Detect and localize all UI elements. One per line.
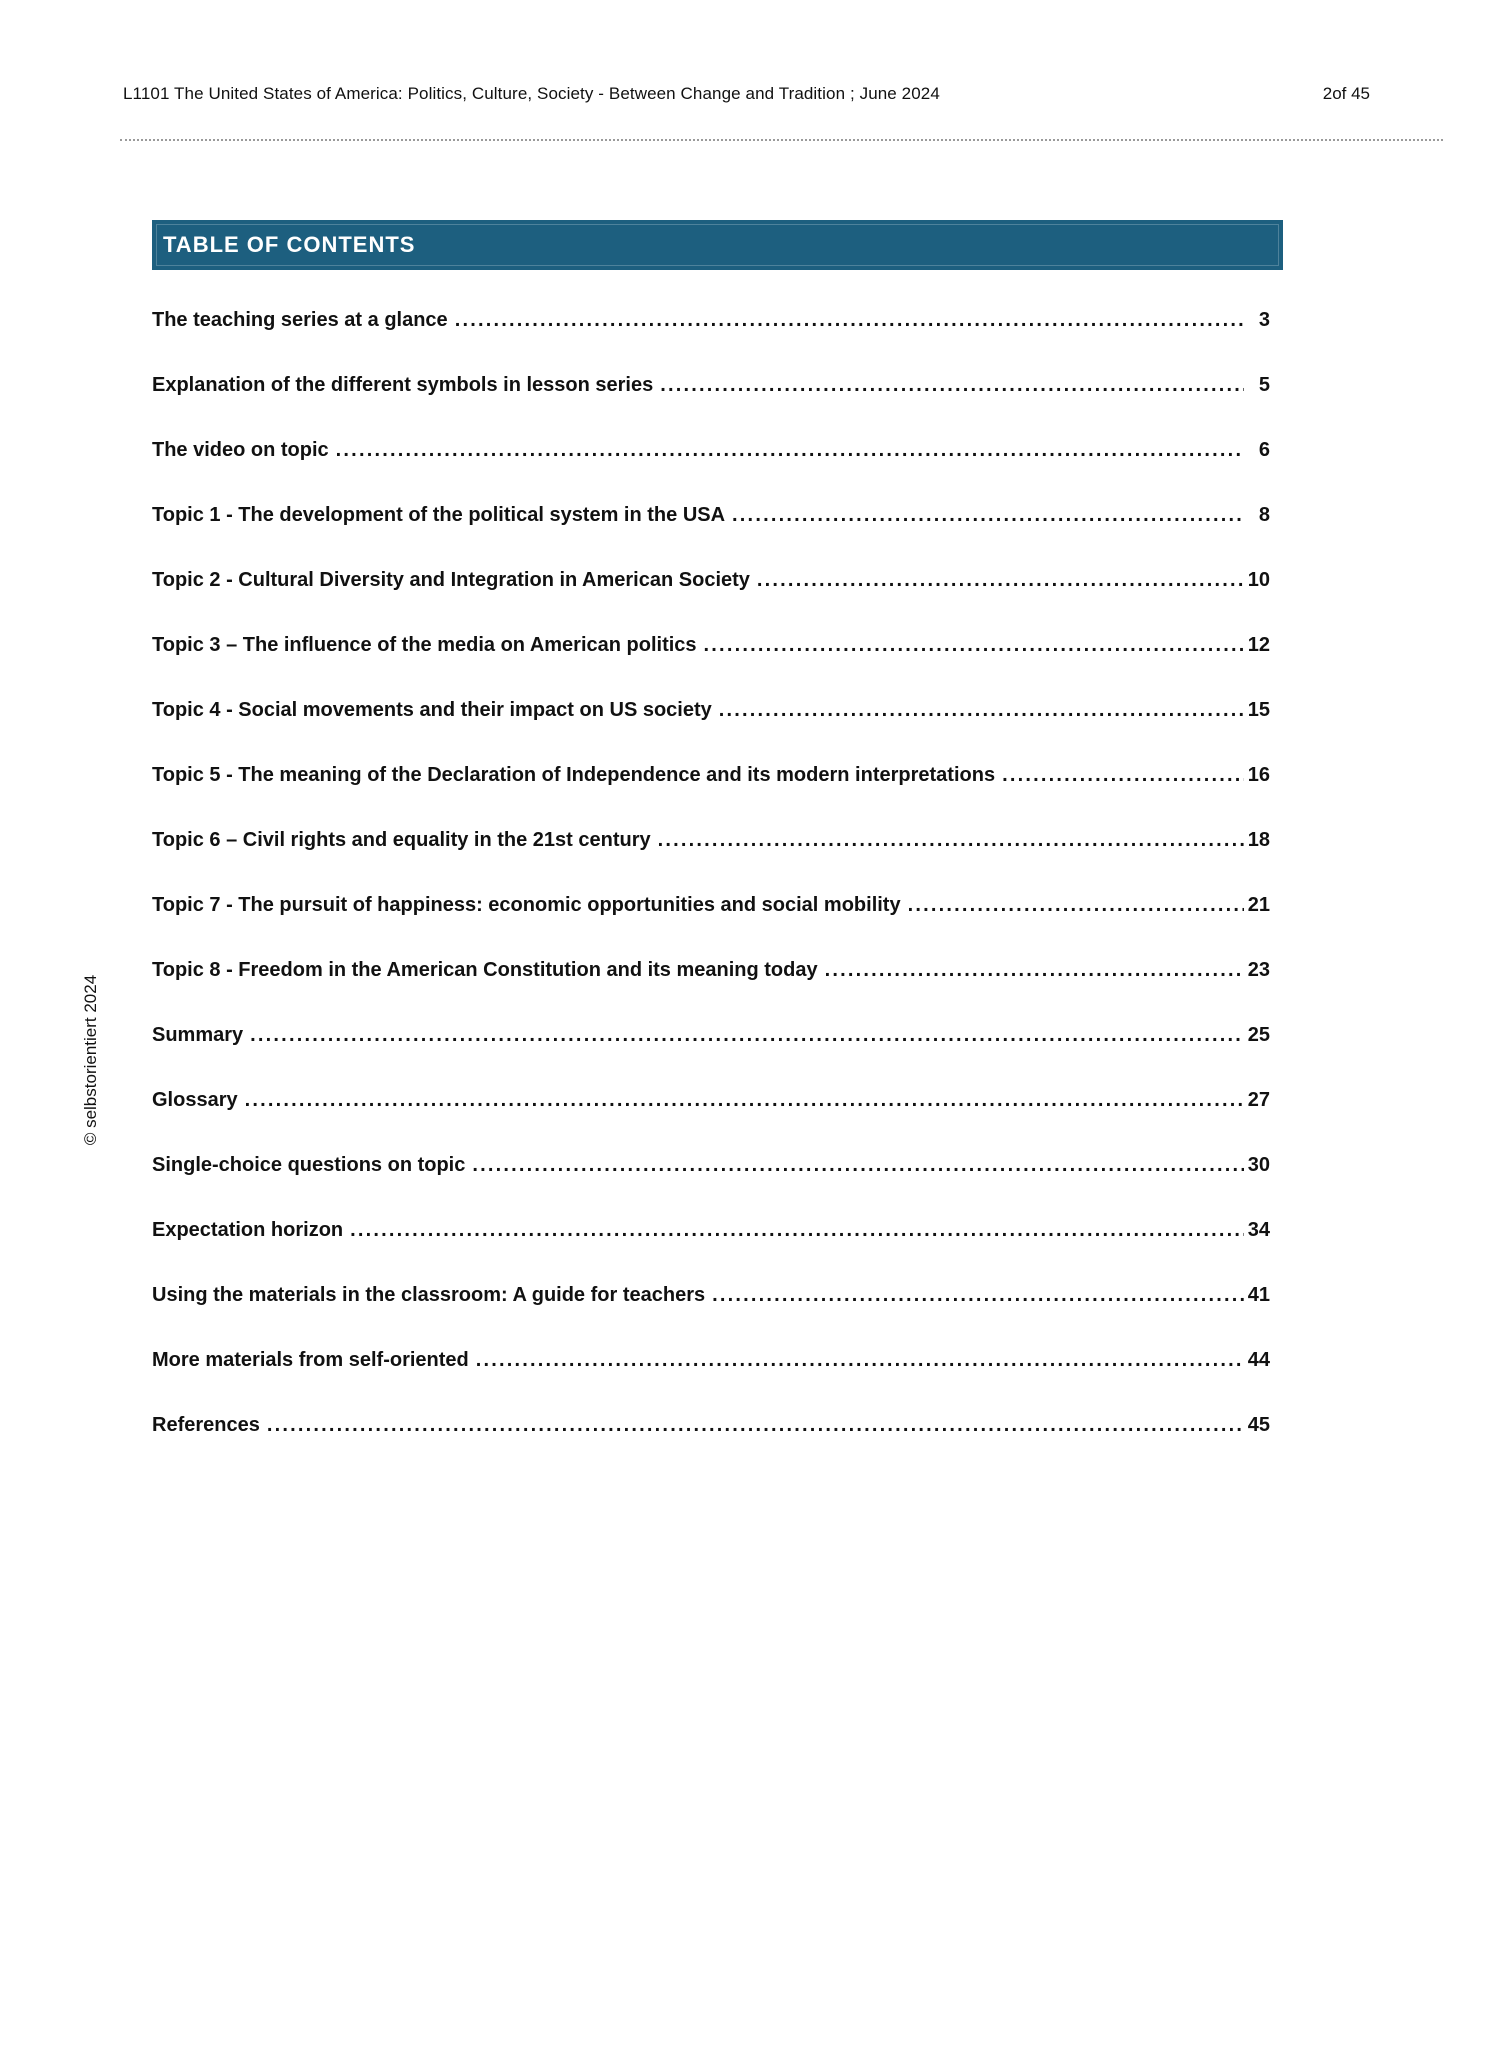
toc-entry-page: 18: [1247, 829, 1270, 851]
toc-title-bar: [152, 220, 1283, 270]
toc-entry-label: Single-choice questions on topic: [152, 1154, 466, 1176]
toc-entry-page: 15: [1247, 699, 1270, 721]
toc-entry-label: Topic 1 - The development of the political system in the USA: [152, 504, 726, 526]
toc-entry-page: 25: [1247, 1024, 1270, 1046]
toc-dot-leader: [350, 1215, 1244, 1245]
table-of-contents: [152, 220, 1283, 1475]
toc-dot-leader: [658, 825, 1244, 855]
toc-entry-more-materials[interactable]: [152, 1345, 1270, 1375]
toc-entry-references[interactable]: [152, 1410, 1270, 1440]
toc-entry-page: 8: [1258, 504, 1270, 526]
toc-entry-label: Topic 3 – The influence of the media on American politics: [152, 634, 697, 656]
toc-entry-label: Glossary: [152, 1089, 238, 1111]
toc-dot-leader: [245, 1085, 1244, 1115]
toc-entry-page: 10: [1247, 569, 1270, 591]
toc-entry-label: The video on topic: [152, 439, 329, 461]
toc-entry-topic-8[interactable]: [152, 955, 1270, 985]
toc-entry-page: 45: [1247, 1414, 1270, 1436]
toc-dot-leader: [704, 630, 1244, 660]
toc-entry-page: 44: [1247, 1349, 1270, 1371]
toc-entry-topic-4[interactable]: [152, 695, 1270, 725]
toc-dot-leader: [476, 1345, 1244, 1375]
toc-entry-video-on-topic[interactable]: [152, 435, 1270, 465]
toc-entry-label: More materials from self-oriented: [152, 1349, 469, 1371]
toc-dot-leader: [455, 305, 1244, 335]
toc-entry-label: Topic 4 - Social movements and their impact on US society: [152, 699, 712, 721]
toc-dot-leader: [757, 565, 1244, 595]
toc-list: [152, 305, 1283, 1440]
toc-entry-label: References: [152, 1414, 260, 1436]
toc-entry-symbols-explanation[interactable]: [152, 370, 1270, 400]
toc-dot-leader: [660, 370, 1244, 400]
toc-entry-expectation-horizon[interactable]: [152, 1215, 1270, 1245]
toc-dot-leader: [336, 435, 1244, 465]
toc-entry-topic-6[interactable]: [152, 825, 1270, 855]
copyright-vertical-text: © selbstorientiert 2024: [81, 974, 100, 1146]
toc-entry-page: 23: [1247, 959, 1270, 981]
toc-entry-summary[interactable]: [152, 1020, 1270, 1050]
header-page-indicator: 2of 45: [1322, 84, 1370, 103]
toc-dot-leader: [712, 1280, 1244, 1310]
toc-entry-page: 41: [1247, 1284, 1270, 1306]
toc-entry-label: Topic 5 - The meaning of the Declaration of Independence and its modern interpretations: [152, 764, 996, 786]
toc-dot-leader: [732, 500, 1244, 530]
toc-dot-leader: [267, 1410, 1244, 1440]
toc-entry-label: The teaching series at a glance: [152, 309, 448, 331]
header-course-title: L1101 The United States of America: Politics, Culture, Society - Between Change and Tradition ; June 2024: [123, 84, 940, 103]
toc-entry-label: Topic 8 - Freedom in the American Constitution and its meaning today: [152, 959, 818, 981]
toc-title: TABLE OF CONTENTS: [163, 232, 416, 257]
toc-entry-teaching-series[interactable]: [152, 305, 1270, 335]
toc-entry-page: 3: [1258, 309, 1270, 331]
toc-dot-leader: [1002, 760, 1244, 790]
toc-entry-label: Topic 6 – Civil rights and equality in the 21st century: [152, 829, 651, 851]
toc-dot-leader: [250, 1020, 1244, 1050]
toc-dot-leader: [825, 955, 1244, 985]
toc-entry-label: Using the materials in the classroom: A guide for teachers: [152, 1284, 706, 1306]
toc-entry-label: Explanation of the different symbols in lesson series: [152, 374, 654, 396]
toc-entry-page: 5: [1258, 374, 1270, 396]
toc-dot-leader: [472, 1150, 1244, 1180]
toc-entry-topic-7[interactable]: [152, 890, 1270, 920]
toc-entry-label: Expectation horizon: [152, 1219, 344, 1241]
toc-dot-leader: [719, 695, 1244, 725]
toc-entry-topic-1[interactable]: [152, 500, 1270, 530]
toc-entry-topic-5[interactable]: [152, 760, 1270, 790]
toc-entry-page: 34: [1247, 1219, 1270, 1241]
toc-entry-label: Summary: [152, 1024, 244, 1046]
toc-entry-using-materials[interactable]: [152, 1280, 1270, 1310]
toc-entry-page: 30: [1247, 1154, 1270, 1176]
toc-entry-page: 12: [1247, 634, 1270, 656]
toc-entry-glossary[interactable]: [152, 1085, 1270, 1115]
toc-entry-label: Topic 2 - Cultural Diversity and Integration in American Society: [152, 569, 750, 591]
toc-entry-label: Topic 7 - The pursuit of happiness: economic opportunities and social mobility: [152, 894, 901, 916]
toc-dot-leader: [908, 890, 1244, 920]
toc-entry-page: 27: [1247, 1089, 1270, 1111]
toc-entry-topic-2[interactable]: [152, 565, 1270, 595]
header-divider: [120, 139, 1443, 141]
toc-entry-page: 21: [1247, 894, 1270, 916]
toc-entry-topic-3[interactable]: [152, 630, 1270, 660]
toc-entry-single-choice-questions[interactable]: [152, 1150, 1270, 1180]
toc-entry-page: 6: [1258, 439, 1270, 461]
toc-entry-page: 16: [1247, 764, 1270, 786]
